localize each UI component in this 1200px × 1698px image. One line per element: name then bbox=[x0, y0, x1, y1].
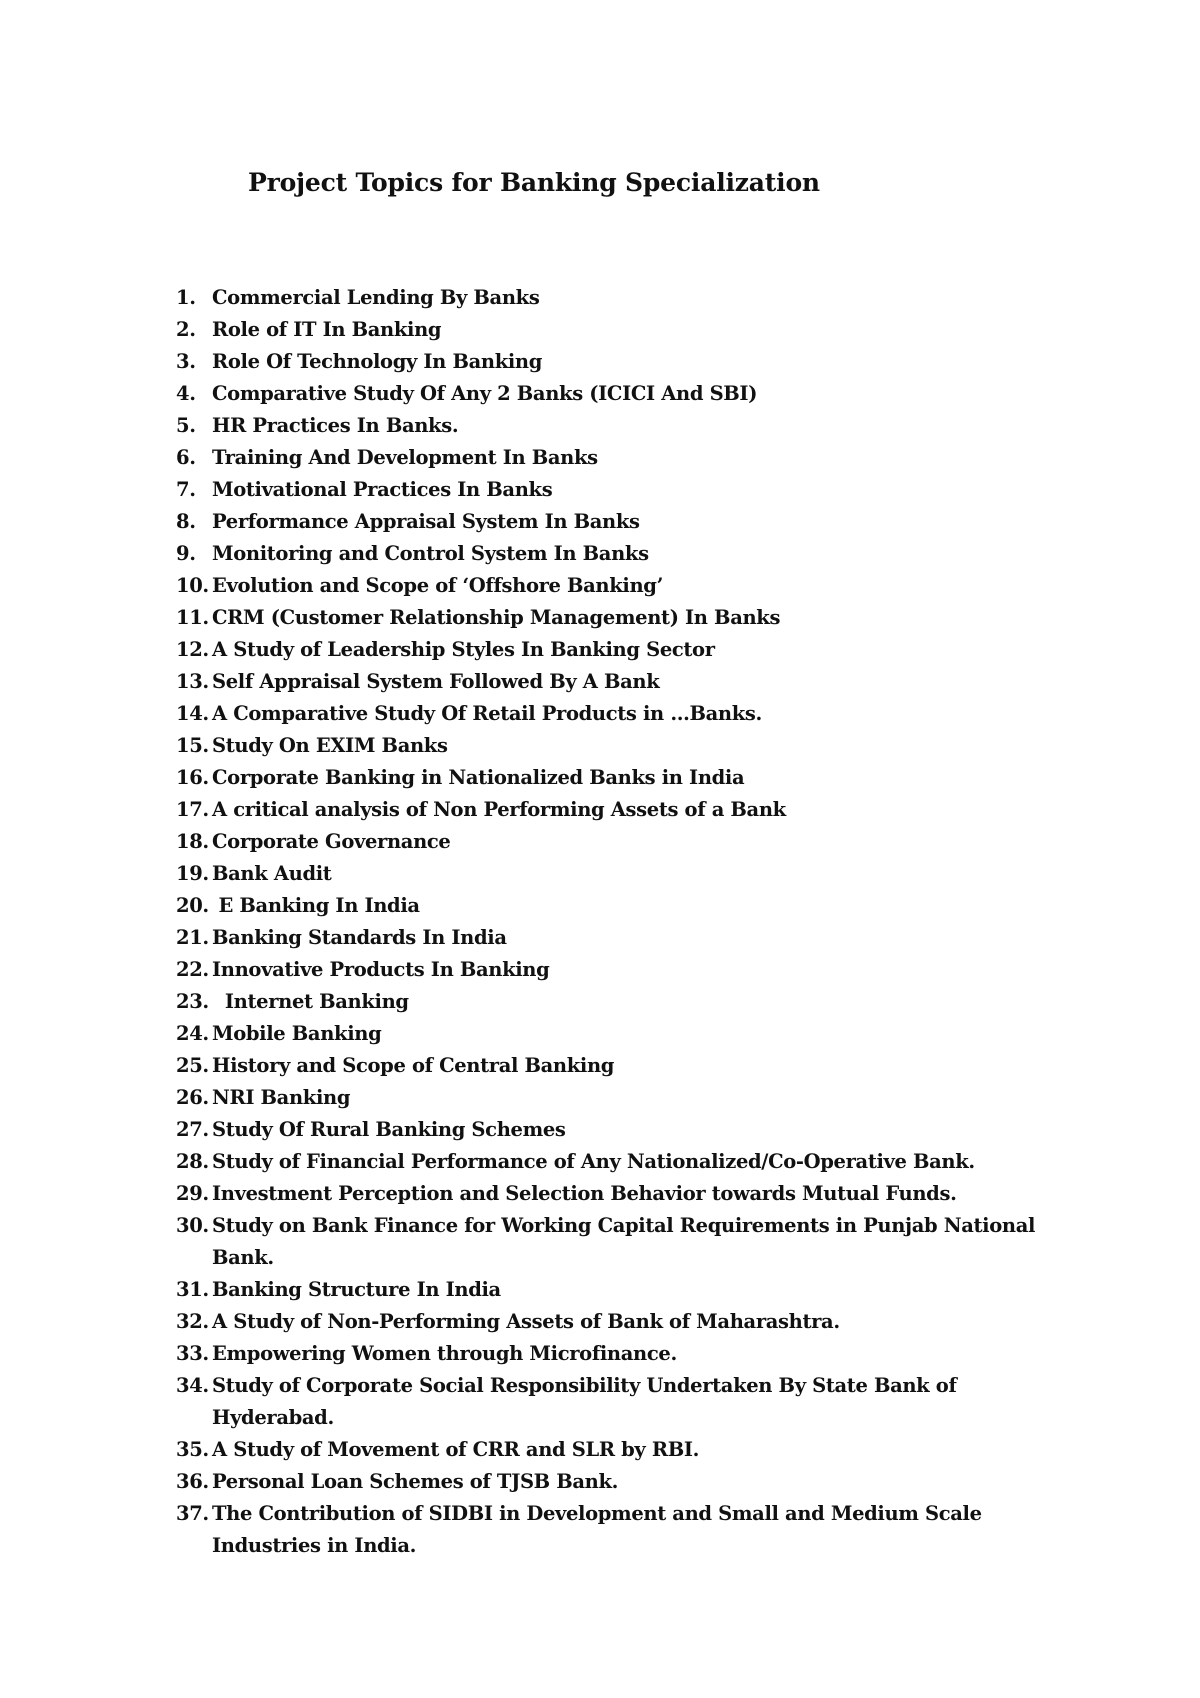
list-item bbox=[176, 858, 1076, 890]
list-item bbox=[176, 1210, 1076, 1274]
list-item-number: 35. bbox=[176, 1438, 209, 1461]
list-item-text: Study of Financial Performance of Any Nationalized/Co-Operative Bank. bbox=[212, 1150, 975, 1173]
list-item-number: 25. bbox=[176, 1054, 209, 1077]
list-item-number: 20. bbox=[176, 894, 209, 917]
list-item-text: Comparative Study Of Any 2 Banks (ICICI And SBI) bbox=[212, 382, 758, 405]
list-item-text: Innovative Products In Banking bbox=[212, 958, 550, 981]
page-title: Project Topics for Banking Specialization bbox=[248, 168, 820, 197]
list-item-number: 9. bbox=[176, 542, 196, 565]
list-item-text: Study on Bank Finance for Working Capital Requirements in Punjab National Bank. bbox=[212, 1214, 1042, 1269]
list-item-text: E Banking In India bbox=[212, 894, 420, 917]
list-item bbox=[176, 1114, 1076, 1146]
list-item bbox=[176, 1306, 1076, 1338]
list-item bbox=[176, 506, 1076, 538]
list-item-text: Banking Standards In India bbox=[212, 926, 507, 949]
list-item bbox=[176, 922, 1076, 954]
list-item-number: 8. bbox=[176, 510, 196, 533]
list-item-number: 17. bbox=[176, 798, 209, 821]
list-item bbox=[176, 1178, 1076, 1210]
list-item-number: 1. bbox=[176, 286, 196, 309]
list-item-number: 16. bbox=[176, 766, 209, 789]
list-item-number: 3. bbox=[176, 350, 196, 373]
list-item bbox=[176, 1498, 1076, 1562]
list-item bbox=[176, 794, 1076, 826]
list-item bbox=[176, 442, 1076, 474]
list-item-text: A critical analysis of Non Performing Assets of a Bank bbox=[212, 798, 786, 821]
list-item-text: Study of Corporate Social Responsibility Undertaken By State Bank of Hyderabad. bbox=[212, 1374, 963, 1429]
list-item-text: A Comparative Study Of Retail Products in …Banks. bbox=[212, 702, 762, 725]
list-item bbox=[176, 986, 1076, 1018]
list-item-number: 28. bbox=[176, 1150, 209, 1173]
list-item-text: A Study of Movement of CRR and SLR by RBI. bbox=[212, 1438, 700, 1461]
list-item-number: 5. bbox=[176, 414, 196, 437]
list-item bbox=[176, 1146, 1076, 1178]
list-item bbox=[176, 666, 1076, 698]
topic-list bbox=[176, 282, 1076, 1562]
list-item-text: History and Scope of Central Banking bbox=[212, 1054, 615, 1077]
list-item-text: Training And Development In Banks bbox=[212, 446, 598, 469]
list-item-number: 13. bbox=[176, 670, 209, 693]
list-item bbox=[176, 602, 1076, 634]
list-item-number: 31. bbox=[176, 1278, 209, 1301]
list-item-text: A Study of Leadership Styles In Banking Sector bbox=[212, 638, 715, 661]
list-item bbox=[176, 1018, 1076, 1050]
list-item-text: Commercial Lending By Banks bbox=[212, 286, 540, 309]
list-item bbox=[176, 1274, 1076, 1306]
list-item-number: 6. bbox=[176, 446, 196, 469]
list-item-text: Investment Perception and Selection Behavior towards Mutual Funds. bbox=[212, 1182, 957, 1205]
list-item-number: 34. bbox=[176, 1374, 209, 1397]
list-item bbox=[176, 698, 1076, 730]
list-item-text: Mobile Banking bbox=[212, 1022, 382, 1045]
list-item-number: 2. bbox=[176, 318, 196, 341]
list-item bbox=[176, 890, 1076, 922]
list-item bbox=[176, 1434, 1076, 1466]
list-item bbox=[176, 346, 1076, 378]
list-item bbox=[176, 730, 1076, 762]
list-item-number: 7. bbox=[176, 478, 196, 501]
list-item bbox=[176, 1370, 1076, 1434]
list-item-number: 23. bbox=[176, 990, 209, 1013]
list-item bbox=[176, 826, 1076, 858]
list-item-text: A Study of Non-Performing Assets of Bank of Maharashtra. bbox=[212, 1310, 840, 1333]
list-item bbox=[176, 474, 1076, 506]
list-item-text: Self Appraisal System Followed By A Bank bbox=[212, 670, 660, 693]
list-item-text: Empowering Women through Microfinance. bbox=[212, 1342, 677, 1365]
list-item-number: 19. bbox=[176, 862, 209, 885]
list-item-text: Study Of Rural Banking Schemes bbox=[212, 1118, 566, 1141]
list-item bbox=[176, 538, 1076, 570]
list-item-number: 26. bbox=[176, 1086, 209, 1109]
list-item-text: Banking Structure In India bbox=[212, 1278, 501, 1301]
list-item bbox=[176, 1082, 1076, 1114]
list-item-number: 32. bbox=[176, 1310, 209, 1333]
list-item-text: The Contribution of SIDBI in Development and Small and Medium Scale Industries in India. bbox=[212, 1502, 989, 1557]
list-item bbox=[176, 1466, 1076, 1498]
list-item-text: Evolution and Scope of ‘Offshore Banking’ bbox=[212, 574, 664, 597]
list-item-text: NRI Banking bbox=[212, 1086, 351, 1109]
list-item-text: Motivational Practices In Banks bbox=[212, 478, 553, 501]
list-item bbox=[176, 378, 1076, 410]
list-item bbox=[176, 570, 1076, 602]
list-item-number: 33. bbox=[176, 1342, 209, 1365]
list-item-text: Personal Loan Schemes of TJSB Bank. bbox=[212, 1470, 619, 1493]
list-item bbox=[176, 314, 1076, 346]
list-item-text: HR Practices In Banks. bbox=[212, 414, 459, 437]
list-item-number: 37. bbox=[176, 1502, 209, 1525]
list-item-text: Corporate Governance bbox=[212, 830, 451, 853]
list-item-text: Study On EXIM Banks bbox=[212, 734, 448, 757]
list-item-number: 21. bbox=[176, 926, 209, 949]
list-item-number: 10. bbox=[176, 574, 209, 597]
list-item-number: 30. bbox=[176, 1214, 209, 1237]
list-item-number: 15. bbox=[176, 734, 209, 757]
list-item-text: Role Of Technology In Banking bbox=[212, 350, 543, 373]
list-item bbox=[176, 634, 1076, 666]
list-item-number: 11. bbox=[176, 606, 209, 629]
list-item bbox=[176, 282, 1076, 314]
list-item-number: 24. bbox=[176, 1022, 209, 1045]
list-item bbox=[176, 1050, 1076, 1082]
list-item-number: 29. bbox=[176, 1182, 209, 1205]
list-item bbox=[176, 762, 1076, 794]
list-item-text: Monitoring and Control System In Banks bbox=[212, 542, 649, 565]
list-item-number: 18. bbox=[176, 830, 209, 853]
list-item bbox=[176, 1338, 1076, 1370]
list-item-text: CRM (Customer Relationship Management) In Banks bbox=[212, 606, 781, 629]
list-item-text: Performance Appraisal System In Banks bbox=[212, 510, 640, 533]
list-item-number: 12. bbox=[176, 638, 209, 661]
list-item bbox=[176, 410, 1076, 442]
list-item-text: Role of IT In Banking bbox=[212, 318, 442, 341]
list-item-text: Corporate Banking in Nationalized Banks in India bbox=[212, 766, 745, 789]
list-item-number: 14. bbox=[176, 702, 209, 725]
list-item-number: 4. bbox=[176, 382, 196, 405]
list-item-number: 36. bbox=[176, 1470, 209, 1493]
list-item-number: 22. bbox=[176, 958, 209, 981]
list-item bbox=[176, 954, 1076, 986]
list-item-text: Bank Audit bbox=[212, 862, 332, 885]
list-item-number: 27. bbox=[176, 1118, 209, 1141]
list-item-text: Internet Banking bbox=[212, 990, 409, 1013]
